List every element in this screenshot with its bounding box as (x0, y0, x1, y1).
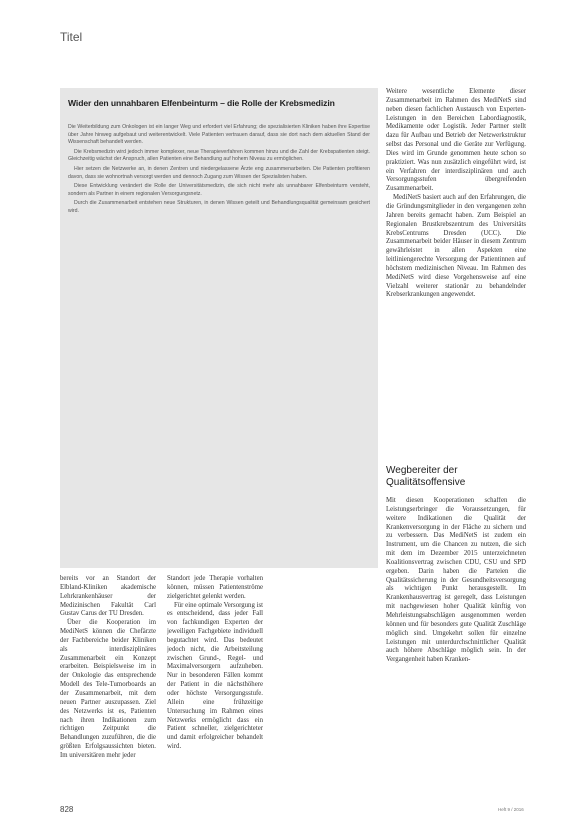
article-paragraph: bereits vor an Standort der Elbland-Kliniken akademische Lehrkrankenhäuser der Medizinischen Fakultät Carl Gustav Carus der TU Dresden. (60, 575, 156, 618)
section-heading: Wegbereiter der Qualitätsoffensive (386, 465, 466, 488)
article-paragraph: Weitere wesentliche Elemente dieser Zusammenarbeit im Rahmen des MediNetS sind neben diesen fachlichen Austausch von Experten-Leistungen in den Bereichen Labordiagnostik, Medikamente oder Logistik. Jeder Partner stellt dazu für Aufbau und Betrieb der Netzwerkstruktur selbst das Personal und die Geräte zur Verfügung. Dies wird im Grunde genommen heute schon so praktiziert. Was nun zusätzlich eingeführt wird, ist ein Verfahren der interdisziplinären und auch Versorgungsstufen übergreifenden Zusammenarbeit. (386, 88, 526, 193)
article-paragraph: Über die Kooperation im MediNetS können die Chefärzte der Fachbereiche beider Kliniken als interdisziplinäres Zusammenarbeit ein Konzept erarbeiten. Beispielsweise im in der Onkologie das entsprechende Modell des Tele-Tumorboards an der Zusammenarbeit, mit dem neuen Partner auszupassen. Ziel des Netzwerks ist es, Patienten nach ihren Indikationen zum richtigen Zeitpunkt die Behandlungen zuzuführen, die die größten Erfolgsaussichten bieten. Im universitären mehr jeder (60, 619, 156, 759)
info-box-paragraph: Diese Entwicklung verändert die Rolle der Universitätsmedizin, die sich nicht mehr als unnahbarer Elfenbeinturm versteht, sondern als Partner in einem regionalen Versorgungsnetz. (68, 183, 370, 197)
article-column-right-top (386, 88, 526, 468)
article-paragraph: Mit diesen Kooperationen schaffen die Leistungserbringer die Voraussetzungen, für weitere Indikationen die Qualität der Krankenversorgung in der Fläche zu sichern und zu verbessern. Das MediNetS ist zudem ein Instrument, um die Chancen zu nutzen, die sich mit dem im Dezember 2015 unterzeichneten Koalitionsvertrag zwischen CDU, CSU und SPD ergeben. Darin haben die Parteien die Qualitätssicherung in der Gesundheitsversorgung als wichtigen Punkt herausgestellt. Im Krankenhausvertrag ist geregelt, dass Leistungen mit nachgewiesen hoher Qualität künftig von Mehrleistungsabschlägen ausgenommen werden können und für besonders gute Qualität Zuschläge möglich sind. Umgekehrt sollen für einzelne Leistungen mit unterdurchschnittlicher Qualität auch höhere Abschläge möglich sein. In der Vergangenheit haben Kranken- (386, 497, 526, 664)
issue-label: Heft 9 / 2016 (498, 807, 524, 812)
article-column-left (60, 575, 156, 770)
article-paragraph: Für eine optimale Versorgung ist es entscheidend, dass jeder Fall von fachkundigen Experten der jeweiligen Fachgebiete individuell begutachtet wird. Das bedeutet jedoch nicht, die Arbeitsteilung zwischen Grund-, Regel- und Maximalversorgern aufzuheben. Nur in besonderen Fällen kommt der Patient in die nächsthöhere oder höchste Versorgungsstufe. Allein eine frühzeitige Untersuchung im Rahmen eines Netzwerks ermöglicht dass ein Patient schneller, zielgerichteter und damit erfolgreicher behandelt wird. (167, 601, 263, 751)
info-box-title: Wider den unnahbaren Elfenbeinturm – die Rolle der Krebsmedizin (68, 98, 335, 108)
section-label: Titel (60, 30, 83, 44)
article-paragraph: Standort jede Therapie vorhalten können, müssen Patientenströme zielgerichtet gelenkt werden. (167, 575, 263, 600)
article-column-right-bottom (386, 497, 526, 803)
info-box (60, 88, 378, 568)
info-box-paragraph: Durch die Zusammenarbeit entstehen neue Strukturen, in denen Wissen geteilt und Behandlungsqualität gemeinsam gesichert wird. (68, 200, 370, 214)
info-box-paragraph: Die Weiterbildung zum Onkologen ist ein langer Weg und erfordert viel Erfahrung; die spezialisierten Kliniken haben ihre Expertise über Jahre hinweg aufgebaut und weiterentwickelt. Viele Patienten vertrauen darauf, dass sie dort nach dem aktuellen Stand der Wissenschaft behandelt werden. (68, 124, 370, 146)
article-paragraph: MediNetS basiert auch auf den Erfahrungen, die die Gründungsmitglieder in den vergangenen zehn Jahren bereits gemacht haben. Zum Beispiel an Regionalen Brustkrebszentrum des Universitäts KrebsCentrums Dresden (UCC). Die Zusammenarbeit beider Häuser in diesem Zentrum gewährleistet in allen Aspekten eine leitliniengerechte Versorgung der Patientinnen auf höchstem medizinischen Niveau. Im Rahmen des MediNetS wird diese Vorgehensweise auf eine Vielzahl weiterer stationär zu behandelnder Krebserkrankungen angewendet. (386, 194, 526, 299)
info-box-paragraph: Die Krebsmedizin wird jedoch immer komplexer, neue Therapieverfahren kommen hinzu und die Zahl der Krebspatienten steigt. Gleichzeitig wächst der Anspruch, allen Patienten eine Behandlung auf hohem Niveau zu ermöglichen. (68, 148, 370, 163)
info-box-paragraph: Hier setzen die Netzwerke an, in denen Zentren und niedergelassene Ärzte eng zusammenarbeiten. Die Patienten profitieren davon, dass sie wohnortnah versorgt werden und dennoch Zugang zum Wissen der Spezialisten haben. (68, 165, 370, 180)
article-column-middle (167, 575, 263, 805)
page-number: 828 (60, 805, 74, 814)
